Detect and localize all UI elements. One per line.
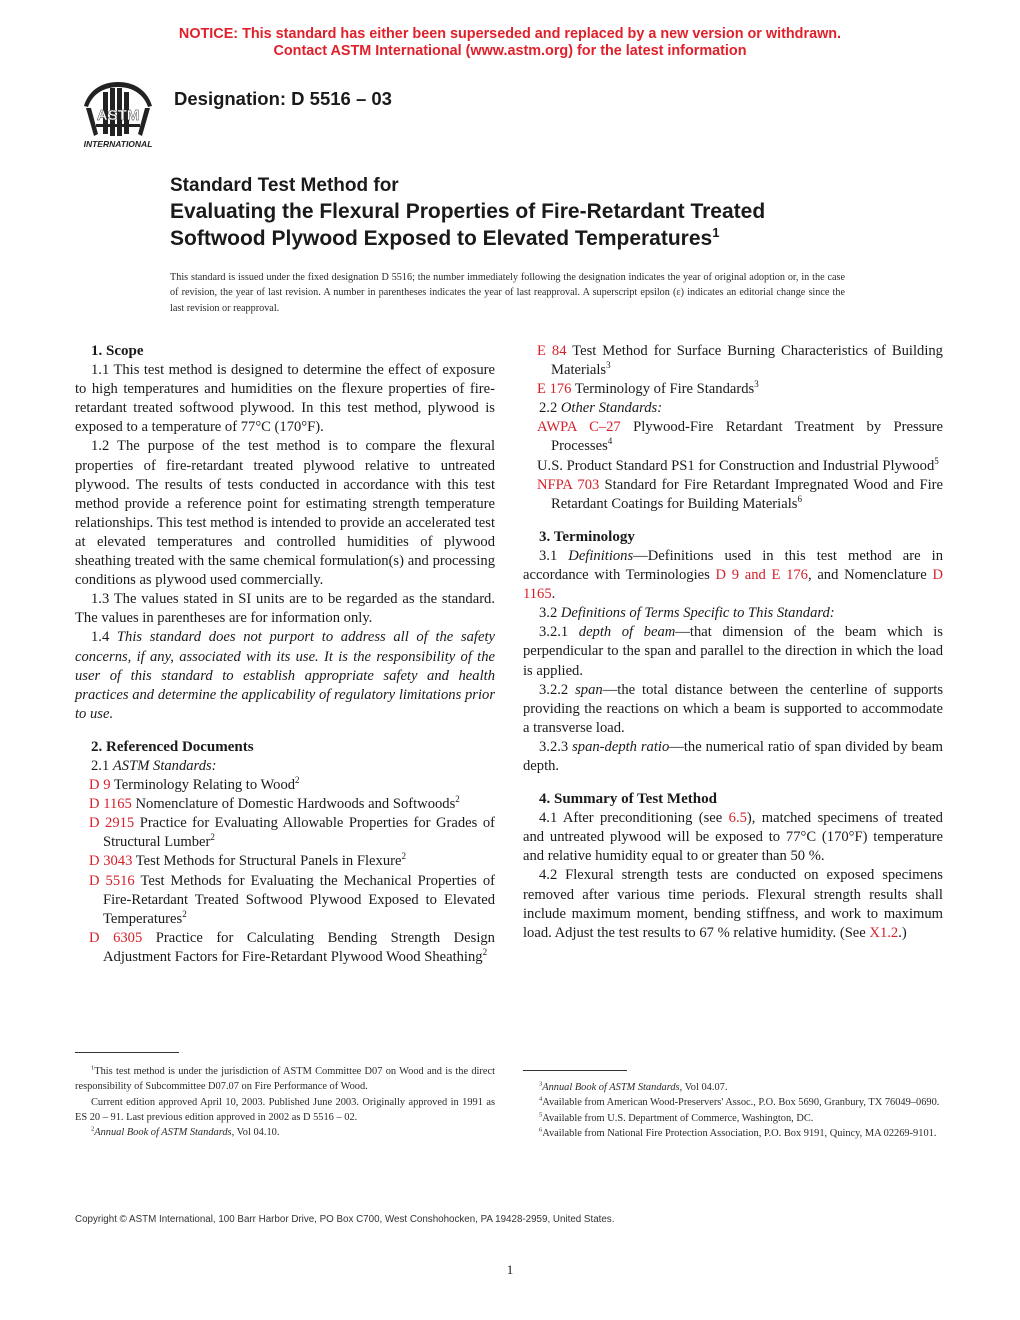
summary-4-2 <box>523 866 943 942</box>
term-3-1-text: . <box>551 586 556 603</box>
ref-title: Standard for Fire Retardant Impregnated Wood and Fire Retardant Coatings for Building Materials <box>551 476 943 512</box>
ref-item <box>523 476 943 514</box>
footnote-text: This test method is under the jurisdiction of ASTM Committee D07 on Wood and is the direct responsibility of Subcommittee D07.07 on Fire Performance of Wood. <box>75 1066 495 1093</box>
logo-international: INTERNATIONAL <box>83 139 153 149</box>
ref-footnote: 2 <box>182 908 187 919</box>
ref-title: U.S. Product Standard PS1 for Construction and Industrial Plywood <box>537 457 935 474</box>
footnote-3 <box>523 1080 943 1095</box>
title-footnote-mark: 1 <box>712 225 720 240</box>
term-name: depth of beam <box>578 624 676 641</box>
document-title <box>170 174 970 252</box>
scope-1-1: 1.1 This test method is designed to determine the effect of exposure to high temperatures and humidities on the flexure properties of fire-retardant treated softwood plywood. In this test method, plywood is exposed to a temperature of 77°C (170°F). <box>75 362 495 436</box>
term-3-2 <box>523 604 943 623</box>
ref-item <box>523 418 943 456</box>
ref-link-d6305[interactable]: D 6305 <box>89 929 143 946</box>
ref-item <box>75 814 495 852</box>
term-3-2-3 <box>523 738 943 776</box>
term-number: 3.2.3 <box>539 738 573 755</box>
ref-footnote: 2 <box>295 775 300 786</box>
term-3-1 <box>523 547 943 604</box>
ref-title: Practice for Calculating Bending Strength Design Adjustment Factors for Fire-Retardant Plywood Wood Sheathing <box>103 929 495 965</box>
term-number: 3.2.1 <box>539 624 579 641</box>
footnote-mark: 2 <box>91 1125 95 1133</box>
astm-logo <box>74 76 162 150</box>
ref-footnote: 2 <box>455 794 460 805</box>
term-3-1-text: , and Nomenclature <box>807 567 933 584</box>
scope-1-4-number: 1.4 <box>91 629 117 646</box>
notice-line-1: NOTICE: This standard has either been superseded and replaced by a new version or withdrawn. <box>178 26 842 42</box>
term-name: span-depth ratio <box>572 738 670 755</box>
issuance-note: This standard is issued under the fixed designation D 5516; the number immediately following the designation indicates the year of original adoption or, in the case of revision, the year of last revision. A number in parentheses indicates the year of last reapproval. A superscript epsilon (ε) indicates an editorial change since the last revision or reapproval. <box>170 272 845 314</box>
ref-item <box>75 872 495 929</box>
link-x1-2[interactable]: X1.2 <box>869 924 899 941</box>
refdocs-2-2-number: 2.2 <box>539 400 561 417</box>
summary-text: .) <box>898 924 907 941</box>
ref-footnote: 2 <box>401 851 406 862</box>
section-scope-heading: 1. Scope <box>91 343 144 359</box>
term-name: span <box>575 681 603 698</box>
ref-footnote: 5 <box>934 455 939 466</box>
footnote-mark: 3 <box>539 1080 543 1088</box>
term-3-1-number: 3.1 <box>539 547 569 564</box>
refdocs-2-1-number: 2.1 <box>91 757 113 774</box>
ref-footnote: 2 <box>482 947 488 958</box>
ref-link-nfpa[interactable]: NFPA 703 <box>537 476 600 493</box>
ref-link-d5516[interactable]: D 5516 <box>89 872 135 889</box>
ref-title: Test Methods for Evaluating the Mechanical Properties of Fire-Retardant Treated Softwood Plywood Exposed to Elevated Temperatures <box>103 872 495 927</box>
term-3-2-number: 3.2 <box>539 605 561 622</box>
ref-item <box>75 776 495 795</box>
page-number: 1 <box>506 1262 514 1277</box>
copyright-line: Copyright © ASTM International, 100 Barr Harbor Drive, PO Box C700, West Conshohocken, PA 19428-2959, United States. <box>75 1214 615 1225</box>
footnotes-right <box>523 1080 943 1141</box>
ref-item <box>523 457 943 476</box>
designation: Designation: D 5516 – 03 <box>174 88 392 109</box>
term-3-2-2 <box>523 681 943 738</box>
footnote-text: , Vol 04.10. <box>231 1127 280 1139</box>
ref-title: Plywood-Fire Retardant Treatment by Pressure Processes <box>551 419 943 455</box>
term-number: 3.2.2 <box>539 681 576 698</box>
summary-text: 4.2 Flexural strength tests are conducted on exposed specimens removed after various time periods. Flexural strength results shall include maximum moment, bending stiffness, and work to maximum load. Adjust the test results to 67 % relative humidity. (See <box>523 867 943 941</box>
footnotes-left <box>75 1064 495 1140</box>
refdocs-2-2-label: Other Standards: <box>560 400 663 417</box>
ref-item <box>75 852 495 871</box>
link-6-5[interactable]: 6.5 <box>728 810 747 827</box>
ref-footnote: 3 <box>606 360 611 371</box>
ref-title: Test Methods for Structural Panels in Flexure <box>132 853 402 870</box>
ref-link-d1165[interactable]: D 1165 <box>89 796 132 813</box>
term-3-2-1 <box>523 623 943 680</box>
scope-1-4 <box>75 628 495 723</box>
summary-4-1 <box>523 809 943 866</box>
ref-link-e84[interactable]: E 84 <box>537 343 567 359</box>
term-3-2-label: Definitions of Terms Specific to This Standard: <box>560 605 835 622</box>
footnote-mark: 6 <box>539 1126 543 1134</box>
footnote-2 <box>75 1125 495 1140</box>
refdocs-2-1-label: ASTM Standards: <box>112 757 217 774</box>
footnote-1b: Current edition approved April 10, 2003. Published June 2003. Originally approved in 1991 as ES 20 – 91. Last previous edition approved in 2002 as D 5516 – 02. <box>75 1096 495 1123</box>
footnote-4 <box>523 1095 943 1110</box>
footnote-mark: 1 <box>91 1064 95 1072</box>
footnote-text: Available from U.S. Department of Commerce, Washington, DC. <box>542 1112 814 1124</box>
footnote-rule-right <box>523 1070 627 1071</box>
link-d9-e176[interactable]: D 9 and E 176 <box>715 567 808 584</box>
footnote-text: Annual Book of ASTM Standards <box>542 1082 680 1093</box>
section-refdocs-heading: 2. Referenced Documents <box>91 738 254 755</box>
ref-footnote: 4 <box>607 436 613 447</box>
footnote-rule-left <box>75 1052 179 1053</box>
refdocs-2-2 <box>523 399 943 418</box>
withdrawal-notice <box>0 26 1020 60</box>
term-3-1-term: Definitions <box>568 547 634 564</box>
term-definition: —the total distance between the centerline of supports providing the reactions on which a beam is supported to accommodate a transverse load. <box>523 681 943 736</box>
footnote-1 <box>75 1064 495 1095</box>
footnote-text: Available from National Fire Protection Association, P.O. Box 9191, Quincy, MA 02269-9101. <box>542 1127 937 1139</box>
section-summary-heading: 4. Summary of Test Method <box>539 791 717 808</box>
ref-item <box>523 342 943 380</box>
ref-title: Terminology Relating to Wood <box>110 777 296 794</box>
ref-link-d2915[interactable]: D 2915 <box>89 815 135 832</box>
footnote-text: , Vol 04.07. <box>679 1082 728 1093</box>
ref-title: Terminology of Fire Standards <box>571 381 755 398</box>
scope-1-2: 1.2 The purpose of the test method is to compare the flexural properties of fire-retardant treated plywood relative to untreated plywood. The results of tests conducted in accordance with this test method provide a reference point for estimating strength temperature relationships. This test method is intended to provide an accelerated test at elevated temperatures and controlled humidities of plywood sheathing treated with the same chemical formulation(s) and processing conditions as plywood used commercially. <box>75 438 495 589</box>
footnote-mark: 4 <box>539 1095 543 1103</box>
title-line-1: Standard Test Method for <box>170 175 399 196</box>
footnote-text: Annual Book of ASTM Standards <box>94 1127 232 1139</box>
ref-footnote: 3 <box>754 379 759 390</box>
footnote-6 <box>523 1126 943 1141</box>
notice-line-2: Contact ASTM International (www.astm.org) for the latest information <box>273 43 747 59</box>
title-line-3-text: Softwood Plywood Exposed to Elevated Temperatures <box>170 227 713 250</box>
footnote-text: Available from American Wood-Preservers' Assoc., P.O. Box 5690, Granbury, TX 76049–0690. <box>542 1097 940 1109</box>
scope-1-4-text: This standard does not purport to address all of the safety concerns, if any, associated with its use. It is the responsibility of the user of this standard to establish appropriate safety and health practices and determine the applicability of regulatory limitations prior to use. <box>75 629 495 722</box>
title-line-3 <box>170 225 970 252</box>
section-terminology-heading: 3. Terminology <box>539 528 635 545</box>
right-column <box>523 342 943 943</box>
ref-item <box>75 795 495 814</box>
refdocs-2-1 <box>75 757 495 776</box>
footnote-5 <box>523 1111 943 1126</box>
ref-item <box>75 929 495 967</box>
ref-footnote: 2 <box>210 832 215 843</box>
link-d1165[interactable]: D 1165 <box>523 567 943 603</box>
logo-wordmark: ASTM <box>96 107 140 124</box>
ref-link-d9[interactable]: D 9 <box>89 777 111 794</box>
summary-text: ), matched specimens of treated and untreated plywood will be exposed to 77°C (170°F) temperature and relative humidity equal to or greater than 50 %. <box>523 810 943 865</box>
term-3-1-text: —Definitions used in this test method are in accordance with Terminologies <box>523 547 943 584</box>
ref-title: Practice for Evaluating Allowable Properties for Grades of Structural Lumber <box>103 815 495 851</box>
term-definition: —that dimension of the beam which is perpendicular to the span and parallel to the direction in which the load is applied. <box>523 624 943 679</box>
footnote-mark: 5 <box>539 1111 543 1119</box>
ref-title: Test Method for Surface Burning Characteristics of Building Materials <box>551 343 943 379</box>
title-line-2: Evaluating the Flexural Properties of Fire-Retardant Treated <box>170 200 766 223</box>
left-column <box>75 342 495 967</box>
ref-link-awpa[interactable]: AWPA C–27 <box>537 419 621 436</box>
ref-footnote: 6 <box>797 493 802 504</box>
ref-item <box>523 380 943 399</box>
ref-title: Nomenclature of Domestic Hardwoods and Softwoods <box>131 796 456 813</box>
summary-text: 4.1 After preconditioning (see <box>539 810 729 827</box>
scope-1-3: 1.3 The values stated in SI units are to be regarded as the standard. The values in parentheses are for information only. <box>75 591 495 627</box>
term-definition: —the numerical ratio of span divided by beam depth. <box>523 738 944 774</box>
ref-link-d3043[interactable]: D 3043 <box>89 853 133 870</box>
ref-link-e176[interactable]: E 176 <box>537 381 572 398</box>
